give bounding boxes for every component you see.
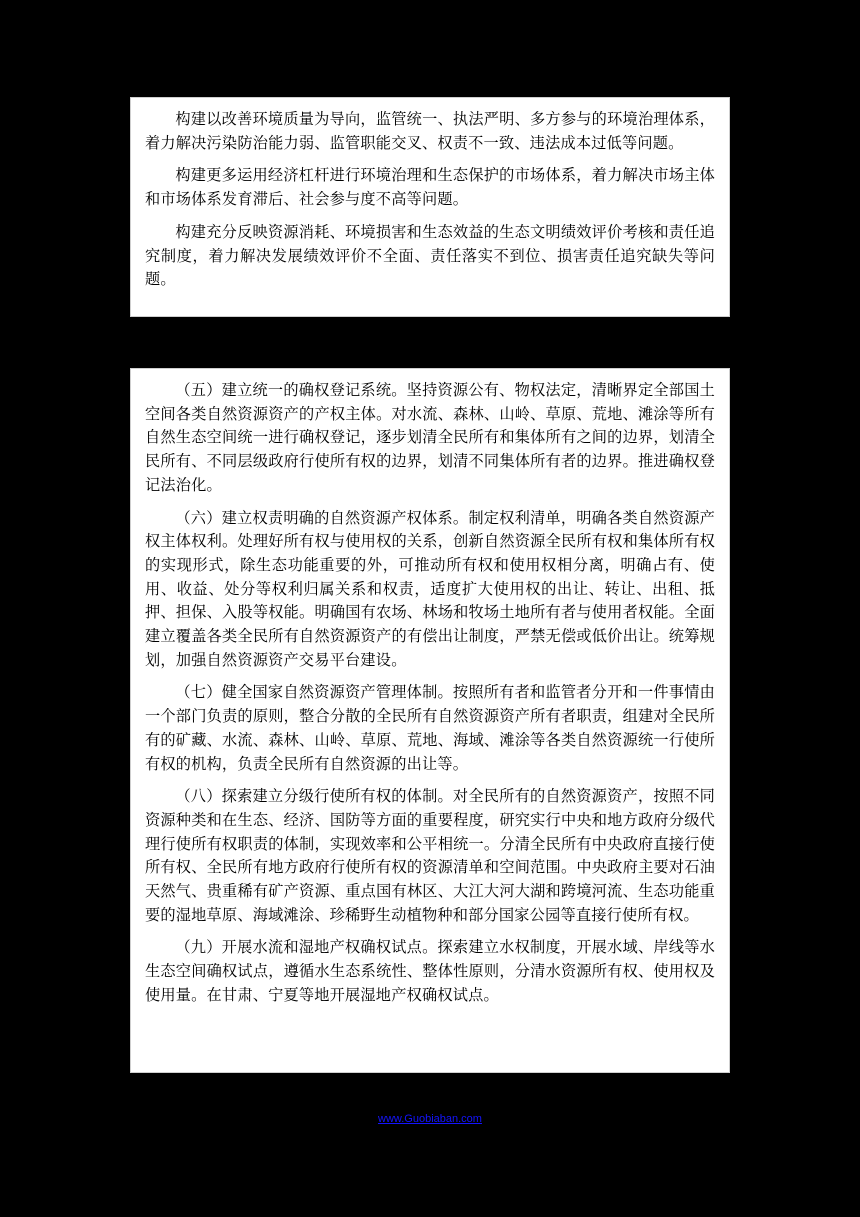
- paragraph: （九）开展水流和湿地产权确权试点。探索建立水权制度，开展水域、岸线等水生态空间确权试点，遵循水生态系统性、整体性原则，分清水资源所有权、使用权及使用量。在甘肃、宁夏等地开展湿地产权确权试点。: [145, 939, 715, 1004]
- paragraph: （七）健全国家自然资源资产管理体制。按照所有者和监管者分开和一件事情由一个部门负责的原则，整合分散的全民所有自然资源资产所有者职责，组建对全民所有的矿藏、水流、森林、山岭、草原、荒地、海域、滩涂等各类自然资源统一行使所有权的机构，负责全民所有自然资源的出让等。: [145, 684, 715, 773]
- paragraph: （五）建立统一的确权登记系统。坚持资源公有、物权法定，清晰界定全部国土空间各类自然资源资产的产权主体。对水流、森林、山岭、草原、荒地、滩涂等所有自然生态空间统一进行确权登记，逐步划清全民所有和集体所有之间的边界，划清全民所有、不同层级政府行使所有权的边界，划清不同集体所有者的边界。推进确权登记法治化。: [145, 382, 715, 494]
- paragraph: 构建以改善环境质量为导向，监管统一、执法严明、多方参与的环境治理体系，着力解决污染防治能力弱、监管职能交叉、权责不一致、违法成本过低等问题。: [145, 111, 715, 152]
- paragraph: 构建充分反映资源消耗、环境损害和生态效益的生态文明绩效评价考核和责任追究制度，着力解决发展绩效评价不全面、责任落实不到位、损害责任追究缺失等问题。: [145, 223, 715, 289]
- paragraph: （六）建立权责明确的自然资源产权体系。制定权利清单，明确各类自然资源产权主体权利。处理好所有权与使用权的关系，创新自然资源全民所有权和集体所有权的实现形式，除生态功能重要的外，可推动所有权和使用权相分离，明确占有、使用、收益、处分等权利归属关系和权责，适度扩大使用权的出让、转让、出租、抵押、担保、入股等权能。明确国有农场、林场和牧场土地所有者与使用者权能。全面建立覆盖各类全民所有自然资源资产的有偿出让制度，严禁无偿或低价出让。统筹规划，加强自然资源资产交易平台建设。: [145, 509, 715, 669]
- text-block-lower: [130, 368, 730, 1073]
- paragraph: （八）探索建立分级行使所有权的体制。对全民所有的自然资源资产，按照不同资源种类和在生态、经济、国防等方面的重要程度，研究实行中央和地方政府分级代理行使所有权职责的体制，实现效率和公平相统一。分清全民所有中央政府直接行使所有权、全民所有地方政府行使所有权的资源清单和空间范围。中央政府主要对石油天然气、贵重稀有矿产资源、重点国有林区、大江大河大湖和跨境河流、生态功能重要的湿地草原、海域滩涂、珍稀野生动植物种和部分国家公园等直接行使所有权。: [145, 788, 715, 924]
- paragraph: 构建更多运用经济杠杆进行环境治理和生态保护的市场体系，着力解决市场主体和市场体系发育滞后、社会参与度不高等问题。: [145, 167, 715, 209]
- text-block-upper: [130, 97, 730, 317]
- footer-website-link[interactable]: www.Guobiaban.com: [378, 1113, 482, 1125]
